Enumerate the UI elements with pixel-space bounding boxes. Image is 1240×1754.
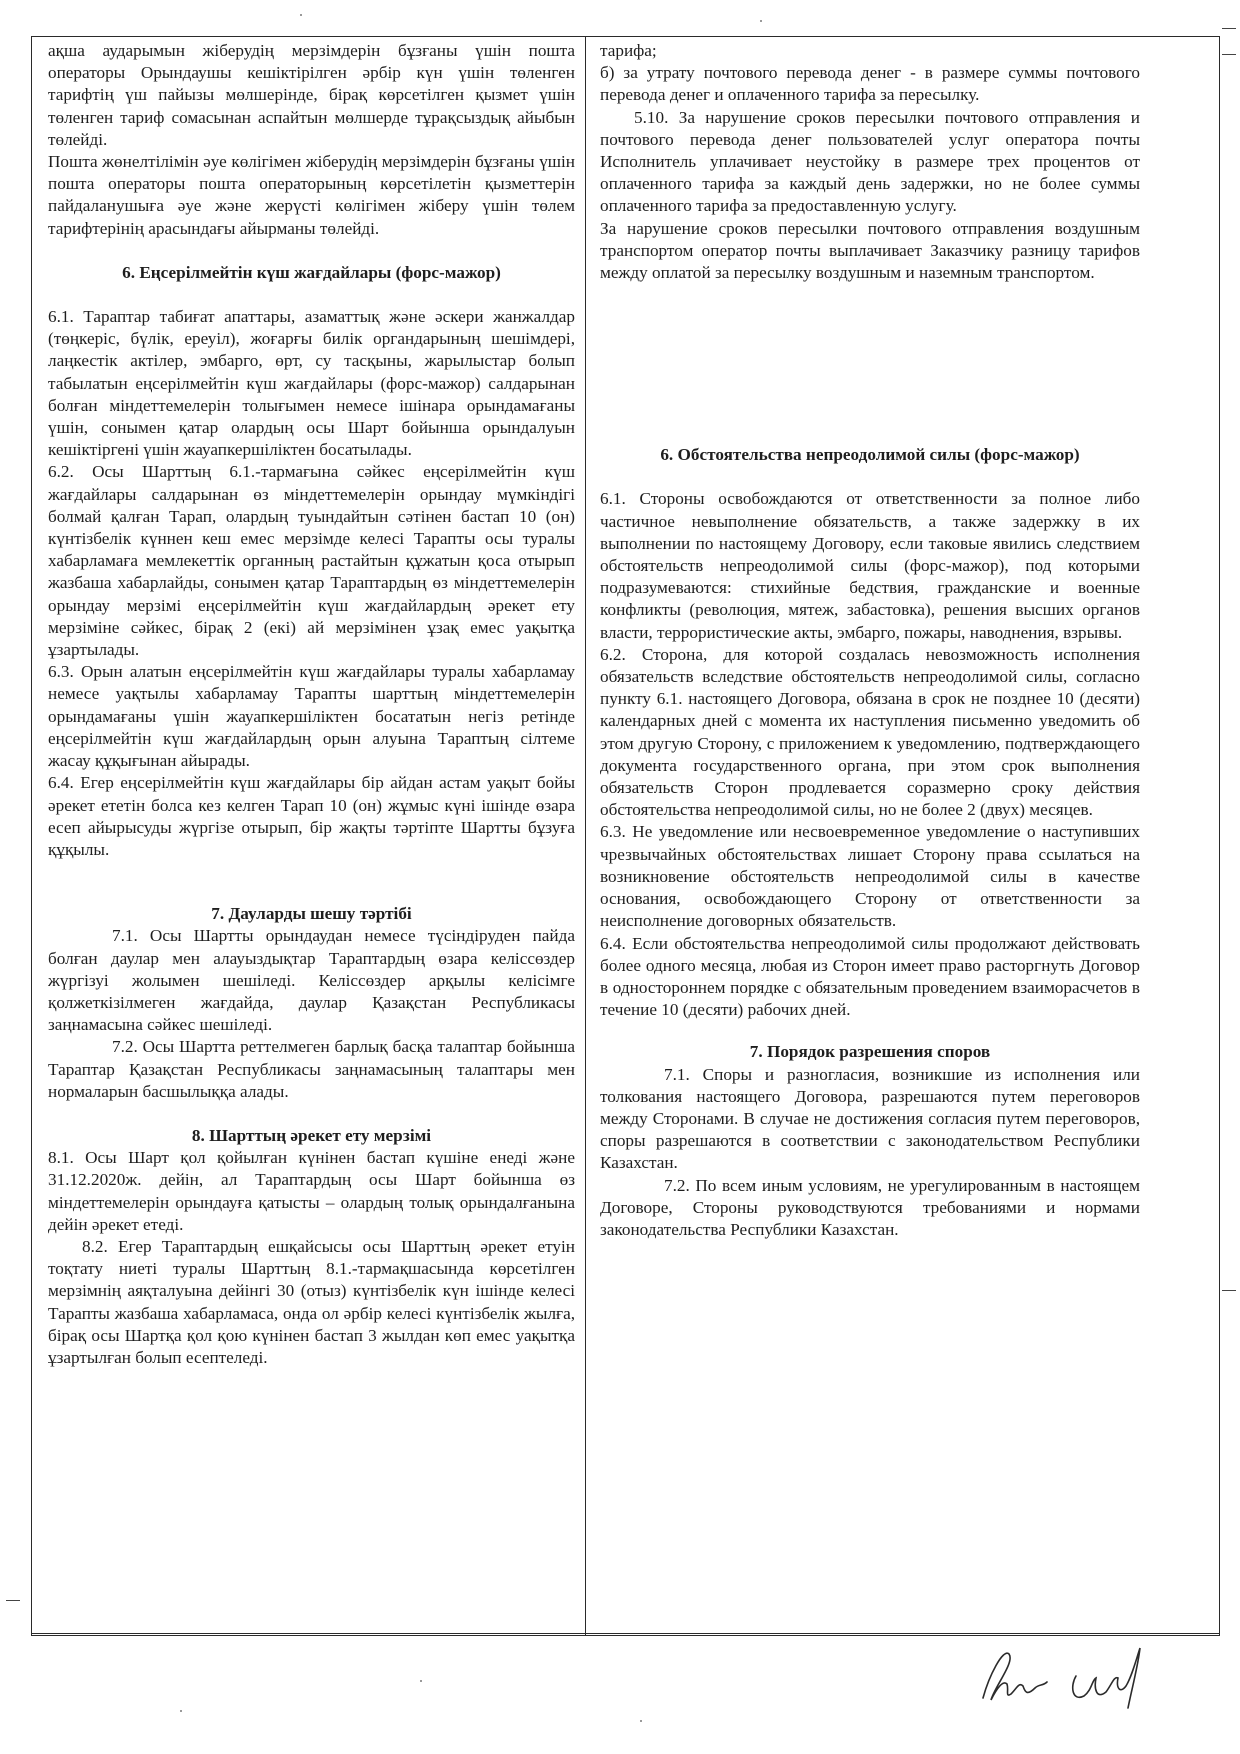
column-divider bbox=[585, 36, 586, 1636]
scan-speck bbox=[300, 14, 302, 16]
section-heading-term-kz: 8. Шарттың әрекет ету мерзімі bbox=[191, 1125, 432, 1145]
clause-6-1-ru: 6.1. Стороны освобождаются от ответственности за полное либо частичное невыполнение обязательств, а также задержку в их выполнении по настоящему Договору, если таковые явились следствием обстоятельств непреодолимой силы (форс-мажор), под которыми подразумеваются: стихийные бедствия, гражданские и военные конфликты (революция, мятеж, забастовка), решения высших органов власти, террористические акты, эмбарго, пожары, наводнения, взрывы. bbox=[600, 489, 1140, 642]
paragraph-air-difference-ru: За нарушение сроков пересылки почтового отправления воздушным транспортом оператор почты выплачивает Заказчику разницу тарифов между оплатой за пересылку воздушным и наземным транспортом. bbox=[600, 218, 1140, 283]
paragraph-loss-transfer: б) за утрату почтового перевода денег - в размере суммы почтового перевода денег и оплаченного тарифа за пересылку. bbox=[600, 63, 1140, 105]
clause-6-3-ru: 6.3. Не уведомление или несвоевременное уведомление о наступивших чрезвычайных обстоятельствах лишает Сторону права ссылаться на возникновение обстоятельств непреодолимой силы в качестве основания, освобождающего Сторону от ответственности за неисполнение договорных обязательств. bbox=[600, 822, 1140, 931]
margin-tick bbox=[1222, 54, 1236, 55]
section-heading-disputes-kz: 7. Дауларды шешу тәртібі bbox=[211, 904, 412, 924]
clause-7-1-kz: 7.1. Осы Шартты орындаудан немесе түсіндіруден пайда болған даулар мен алауыздықтар Тараптардың өзара келіссөздер жүргізуі жолымен шешіледі. Келіссөздер арқылы келісімге қолжеткізілмеген жағдайда, даулар Қазақстан Республикасы заңнамасына сәйкес шешіледі. bbox=[48, 926, 575, 1035]
clause-6-3-kz: 6.3. Орын алатын еңсерілмейтін күш жағдайлары туралы хабарламау немесе уақтылы хабарламау Тарапты шарттың міндеттемелерін орындамағаны үшін жауапкершіліктен босататын негіз ретінде еңсерілмейтін күш жағдайлардың орын алуына Тараптың сілтеме жасау құқығынан айырады. bbox=[48, 662, 575, 771]
scan-speck bbox=[180, 1710, 182, 1712]
clause-7-1-ru: 7.1. Споры и разногласия, возникшие из исполнения или толкования настоящего Договора, разрешаются путем переговоров между Сторонами. В случае не достижения согласия путем переговоров, споры разрешаются в соответствии с законодательством Республики Казахстан. bbox=[600, 1064, 1140, 1173]
section-heading-disputes-ru: 7. Порядок разрешения споров bbox=[749, 1042, 991, 1062]
margin-tick bbox=[1222, 1290, 1236, 1291]
clause-6-4-ru: 6.4. Если обстоятельства непреодолимой силы продолжают действовать более одного месяца, любая из Сторон имеет право расторгнуть Договор в одностороннем порядке с обязательным проведением взаиморасчетов в течение 10 (десяти) рабочих дней. bbox=[600, 933, 1140, 1020]
paragraph-fine-transfer: ақша аударымын жіберудің мерзімдерін бұзғаны үшін пошта операторы Орындаушы кешіктірілген әрбір күн үшін төленген тарифтің үш пайызы мөлшерінде, бірақ көрсетілген қызмет үшін төленген тариф сомасынан аспайтын мөлшерде тұрақсыздық айыбын төлейді. bbox=[48, 41, 575, 149]
margin-tick bbox=[1222, 28, 1236, 29]
russian-column bbox=[600, 40, 1140, 1630]
section-heading-force-majeure-kz: 6. Еңсерілмейтін күш жағдайлары (форс-мажор) bbox=[122, 262, 501, 282]
frame-bottom-rule bbox=[31, 1633, 1220, 1634]
clause-7-2-kz: 7.2. Осы Шартта реттелмеген барлық басқа талаптар бойынша Тараптар Қазақстан Республикасы заңнамасының талаптары мен нормаларын басшылыққа алады. bbox=[48, 1037, 575, 1101]
signature-2 bbox=[1062, 1636, 1152, 1716]
section-heading-force-majeure-ru: 6. Обстоятельства непреодолимой силы (форс-мажор) bbox=[660, 445, 1080, 465]
clause-6-2-ru: 6.2. Сторона, для которой создалась невозможность исполнения обязательств вследствие обстоятельств непреодолимой силы, согласно пункту 6.1. настоящего Договора, обязана в срок не позднее 10 (десяти) календарных дней с момента их наступления письменно уведомить об этом другую Сторону, с приложением к уведомлению, подтверждающего документа государственного органа, при этом срок выполнения обязательств Сторон продлевается соразмерно сроку действия обстоятельства непреодолимой силы, но не более 2 (двух) месяцев. bbox=[600, 644, 1140, 820]
margin-tick bbox=[6, 1600, 20, 1601]
scan-speck bbox=[640, 1720, 642, 1722]
scan-speck bbox=[420, 1680, 422, 1682]
clause-6-4-kz: 6.4. Егер еңсерілмейтін күш жағдайлары бір айдан астам уақыт бойы әрекет ететін болса кез келген Тарап 10 (он) жұмыс күні ішінде өзара есеп айырысуды жүргізе отырып, бір жақты тәртіпте Шартты бұзуға құқылы. bbox=[48, 773, 575, 859]
clause-7-2-ru: 7.2. По всем иным условиям, не урегулированным в настоящем Договоре, Стороны руководствуются требованиями и нормами законодательства Республики Казахстан. bbox=[600, 1175, 1140, 1239]
clause-6-2-kz: 6.2. Осы Шарттың 6.1.-тармағына сәйкес еңсерілмейтін күш жағдайлары салдарынан өз міндеттемелерін орындау мүмкіндігі болмай қалған Тарап, олардың туындайтын сәтінен бастап 10 (он) күнтізбелік күннен кеш емес мерзімде келесі Тарапты осы туралы хабарламаға мемлекеттік органның растайтын құжатын қоса отырып жазбаша хабарлайды, сонымен қатар Тараптардың өз міндеттемелерін орындау мерзімі еңсерілмейтін күш жағдайлардың әрекет ету мерзіміне сәйкес, бірақ 2 (екі) ай мерзімінен ұзақ емес уақытқа ұзартылады. bbox=[48, 462, 575, 660]
paragraph-tariff-tail: тарифа; bbox=[600, 41, 657, 60]
scan-speck bbox=[760, 20, 762, 22]
clause-6-1-kz: 6.1. Тараптар табиғат апаттары, азаматтық және әскери жанжалдар (төңкеріс, бүлік, ереуіл), жоғарғы билік органдарының шешімдері, лаңкестік актілер, эмбарго, өрт, су тасқыны, жарылыстар болып табылатын еңсерілмейтін күш жағдайлары (форс-мажор) салдарынан болған міндеттемелерін толығымен немесе ішінара орындамағаны үшін, сонымен қатар олардың осы Шарт бойынша орындалуын кешіктіргені үшін жауапкершіліктен босатылады. bbox=[48, 307, 575, 460]
clause-5-10-ru: 5.10. За нарушение сроков пересылки почтового отправления и почтового перевода денег пользователей услуг оператора почты Исполнитель уплачивает неустойку в размере трех процентов от оплаченного тарифа за каждый день задержки, но не более суммы оплаченного тарифа за предоставленную услугу. bbox=[600, 107, 1140, 216]
clause-8-1-kz: 8.1. Осы Шарт қол қойылған күнінен бастап күшіне енеді және 31.12.2020ж. дейін, ал Тараптардың осы Шарт бойынша өз міндеттемелерін орындауға қатысты – олардың толық орындалғанына дейін әрекет етеді. bbox=[48, 1148, 575, 1234]
signature-1 bbox=[975, 1636, 1055, 1716]
paragraph-air-difference: Пошта жөнелтілімін әуе көлігімен жіберудің мерзімдерін бұзғаны үшін пошта операторы пошта операторының көрсетілетін қызметтерін пайдаланушыға әуе және жерүсті көлігімен жіберу үшін төлем тарифтерінің арасындағы айырманы төлейді. bbox=[48, 152, 575, 238]
clause-8-2-kz: 8.2. Егер Тараптардың ешқайсысы осы Шарттың әрекет етуін тоқтату ниеті туралы Шарттың 8.1.-тармақшасында көрсетілген мерзімнің аяқталуына дейінгі 30 (отыз) күнтізбелік күн ішінде келесі Тарапты жазбаша хабарламаса, онда ол әрбір келесі күнтізбелік жылға, бірақ осы Шартқа қол қою күнінен бастап 3 жылдан көп емес уақытқа ұзартылған болып есептеледі. bbox=[48, 1236, 575, 1367]
kazakh-column bbox=[48, 40, 575, 1630]
